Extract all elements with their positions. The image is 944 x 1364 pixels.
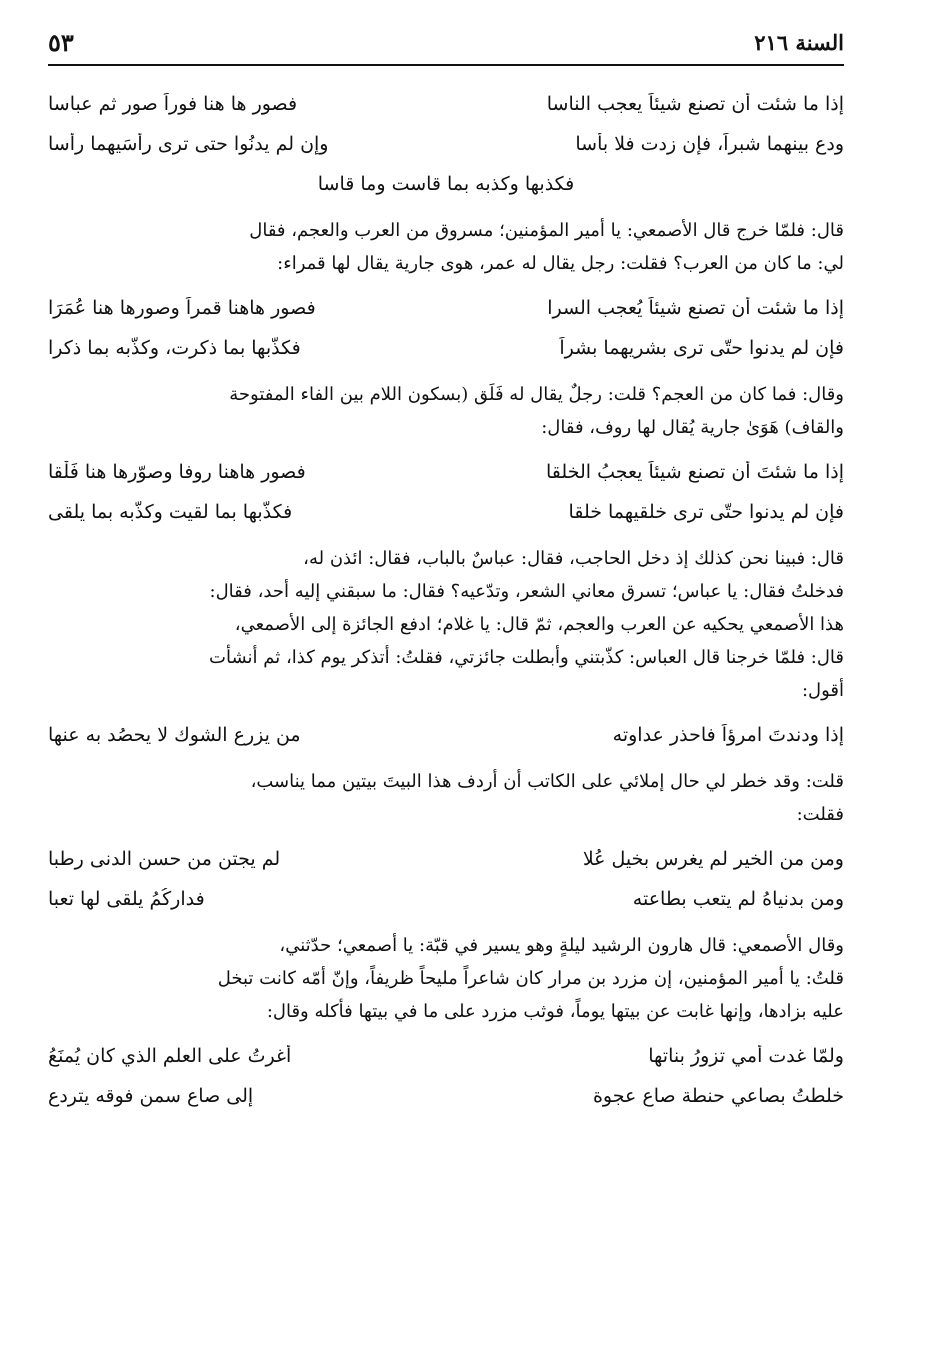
verse-second-hemistich: فصور هاهنا قمراً وصورها هنا عُمَرَا — [48, 297, 316, 319]
poem-block — [48, 839, 844, 919]
verse-second-hemistich: وإن لم يدنُوا حتى ترى رأسَيهما رأسا — [48, 133, 329, 155]
verse-line — [48, 84, 844, 124]
prose-line: قال: فبينا نحن كذلك إذ دخل الحاجب، فقال: عباسٌ بالباب، فقال: ائذن له، — [303, 548, 844, 569]
verse-line — [48, 164, 844, 204]
verse-line — [48, 328, 844, 368]
poem-block — [48, 288, 844, 368]
verse-line — [48, 288, 844, 328]
prose-line: فقلت: — [796, 804, 844, 825]
prose-line: لي: ما كان من العرب؟ فقلت: رجل يقال له عمر، هوى جارية يقال لها قمراء: — [277, 253, 844, 274]
verse-first-hemistich: خلطتُ بصاعي حنطة صاع عجوة — [592, 1085, 844, 1107]
prose-paragraph — [48, 929, 844, 1028]
verse-first-hemistich: ومن بدنياهُ لم يتعب بطاعته — [632, 888, 844, 910]
prose-paragraph — [48, 542, 844, 707]
poem-block — [48, 1036, 844, 1116]
verse-second-hemistich: أغرتُ على العلم الذي كان يُمنَعُ — [48, 1045, 292, 1067]
poem-block — [48, 715, 844, 755]
verse-first-hemistich: فإن لم يدنوا حتّى ترى خلقيهما خلقا — [568, 501, 844, 523]
verse-first-hemistich: ومن من الخير لم يغرس بخيل عُلا — [582, 848, 844, 870]
prose-line: قلت: وقد خطر لي حال إملائي على الكاتب أن أردف هذا البيتَ بيتين مما يناسب، — [250, 771, 844, 792]
header-year: السنة ٢١٦ — [754, 30, 844, 55]
poem-block — [48, 452, 844, 532]
prose-line: والقاف) هَوَىٰ جارية يُقال لها روف، فقال: — [541, 417, 844, 438]
prose-line: أقول: — [801, 680, 844, 701]
verse-second-hemistich: فداركُمُ يلقى لها تعبا — [48, 888, 205, 910]
verse-second-hemistich: إلى صاع سمنٍ فوقه يتردع — [48, 1085, 254, 1107]
verse-line — [48, 452, 844, 492]
verse-line — [48, 715, 844, 755]
poem-block — [48, 84, 844, 204]
verse-second-hemistich: فصور هاهنا روفا وصوّرها هنا فَلْقا — [48, 461, 306, 483]
verse-first-hemistich: إذا ما شئت أن تصنع شيئاً يُعجب السرا — [547, 297, 844, 319]
verse-second-hemistich: فكذّبها بما لقيت وكذّبه بما يلقى — [48, 501, 293, 523]
verse-second-hemistich: فكذّبها بما ذكرت، وكذّبه بما ذكرا — [48, 337, 301, 359]
verse-second-hemistich: فصور ها هنا فوراً صور ثم عباسا — [48, 93, 298, 115]
prose-line: وقال: فما كان من العجم؟ قلت: رجلٌ يقال له فَلَق (بسكون اللام بين الفاء المفتوحة — [229, 384, 844, 405]
verse-first-hemistich: ودع بينهما شبراً، فإن زدت فلا بأسا — [575, 133, 844, 155]
prose-paragraph — [48, 378, 844, 444]
verse-first-hemistich: ولمّا غدت أمي تزورُ بناتها — [648, 1045, 844, 1067]
prose-line: قلتُ: يا أمير المؤمنين، إن مزرد بن مرار كان شاعراً مليحاً ظريفاً، وإنّ أمّه كانت تبخل — [217, 968, 844, 989]
prose-line: وقال الأصمعي: قال هارون الرشيد ليلةٍ وهو يسير في قبّة: يا أصمعي؛ حدّثني، — [279, 935, 844, 956]
running-header — [48, 24, 844, 66]
prose-paragraph — [48, 765, 844, 831]
verse-line — [48, 124, 844, 164]
verse-first-hemistich: إذا ما شئت أن تصنع شيئاً يعجب الناسا — [546, 93, 844, 115]
verse-line — [48, 1036, 844, 1076]
verse-second-hemistich: من يزرع الشوك لا يحصُد به عنها — [48, 724, 301, 746]
verse-line — [48, 879, 844, 919]
verse-first-hemistich: إذا ما شئتَ أن تصنع شيئاً يعجبُ الخلقا — [546, 461, 844, 483]
verse-first-hemistich: فإن لم يدنوا حتّى ترى بشريهما بشراً — [559, 337, 844, 359]
verse-first-hemistich: فكذبها وكذبه بما قاست وما قاسا — [317, 173, 575, 195]
verse-first-hemistich: إذا ودندتَ امرؤاً فاحذر عداوته — [612, 724, 844, 746]
page-content — [48, 84, 844, 1126]
verse-line — [48, 1076, 844, 1116]
prose-line: عليه بزادها، وإنها غابت عن بيتها يوماً، فوثب مزرد على ما في بيتها فأكله وقال: — [266, 1001, 844, 1022]
prose-paragraph — [48, 214, 844, 280]
prose-line: فدخلتُ فقال: يا عباس؛ تسرق معاني الشعر، وتدّعيه؟ فقال: ما سبقني إليه أحد، فقال: — [209, 581, 844, 602]
verse-line — [48, 492, 844, 532]
prose-line: قال: فلمّا خرج قال الأصمعي: يا أمير المؤمنين؛ مسروق من العرب والعجم، فقال — [249, 220, 844, 241]
verse-second-hemistich: لم يجتن من حسن الدنى رطبا — [48, 848, 281, 870]
prose-line: قال: فلمّا خرجنا قال العباس: كذّبتني وأبطلت جائزتي، فقلتُ: أتذكر يوم كذا، ثم أنشأت — [209, 647, 844, 668]
prose-line: هذا الأصمعي يحكيه عن العرب والعجم، ثمّ قال: يا غلام؛ ادفع الجائزة إلى الأصمعي، — [234, 614, 844, 635]
page-number: ٥٣ — [48, 28, 74, 57]
verse-line — [48, 839, 844, 879]
